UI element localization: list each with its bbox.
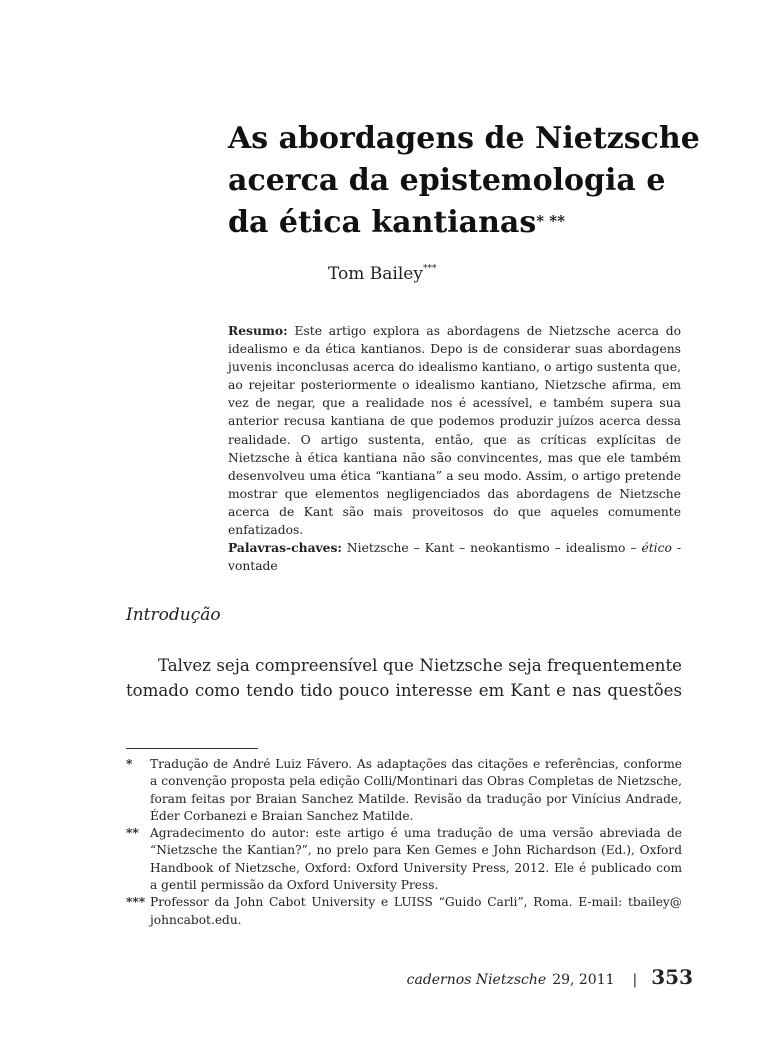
page-number: 353 [651, 965, 693, 989]
author [328, 264, 436, 284]
title-line-3 [228, 202, 698, 244]
footnote-text: Professor da John Cabot University e LUISS “Guido Carli”, Roma. E-mail: tbailey@ johncabot.edu. [150, 895, 682, 927]
author-name: Tom Bailey [328, 264, 423, 284]
section-heading: Introdução [126, 605, 221, 625]
journal-issue: 29, 2011 [552, 972, 615, 988]
footnote-item [126, 825, 682, 894]
author-footnote-mark: *** [422, 264, 437, 274]
keywords-end: - vontade [228, 541, 681, 574]
footnote-mark: ** [126, 826, 139, 841]
footnote-mark: *** [126, 895, 146, 910]
title-line-2: acerca da epistemologia e [228, 163, 666, 198]
page-footer [407, 965, 693, 989]
keywords-label: Palavras-chaves: [228, 540, 342, 556]
body-line-1: Talvez seja compreensível que Nietzsche seja frequentemente [158, 656, 682, 675]
abstract-body [228, 322, 681, 539]
footnote-mark: * [126, 757, 133, 771]
footnotes [126, 756, 682, 929]
title-footnote-marks: * ** [536, 212, 565, 230]
footnote-text: Agradecimento do autor: este artigo é uma tradução de uma versão abreviada de “Nietzsche the Kantian?”, no prelo para Ken Gemes e John Richardson (Ed.), Oxford Handbook of Nietzsche, Oxford: Oxford University Press, 2012. Ele é publicado com a gentil permissão da Oxford University Press. [150, 826, 682, 893]
body-line-2: tomado como tendo tido pouco interesse em Kant e nas questões [126, 681, 682, 700]
footnote-item [126, 756, 682, 825]
title-line-1: As abordagens de Nietzsche [228, 121, 700, 156]
keywords-text: Nietzsche – Kant – neokantismo – idealismo – [346, 541, 637, 556]
keywords-emphasis: ético [641, 541, 672, 556]
abstract [228, 322, 681, 575]
title-line-3-text: da ética kantianas [228, 205, 537, 240]
body-paragraph [126, 653, 682, 703]
footnote-item [126, 894, 682, 929]
keywords [228, 539, 681, 575]
footer-separator: | [632, 972, 638, 988]
footnote-text: Tradução de André Luiz Fávero. As adaptações das citações e referências, conforme a convenção proposta pela edição Colli/Montinari das Obras Completas de Nietzsche, foram feitas por Braian Sanchez Matilde. Revisão da tradução por Vinícius Andrade, Éder Corbanezi e Braian Sanchez Matilde. [150, 757, 682, 823]
article-title [228, 118, 698, 244]
journal-name: cadernos Nietzsche [406, 972, 547, 988]
abstract-text: Este artigo explora as abordagens de Nietzsche acerca do idealismo e da ética kantianos. Depo is de considerar suas abordagens juvenis inconclusas acerca do idealismo kantiano, o artigo sustenta que, ao rejeitar posteriormente o idealismo kantiano, Nietzsche afirma, em vez de negar, que a realidade nos é acessível, e também supera sua anterior recusa kantiana de que podemos produzir juízos acerca dessa realidade. O artigo sustenta, então, que as críticas explícitas de Nietzsche à ética kantiana não são convincentes, mas que ele também desenvolveu uma ética “kantiana” a seu modo. Assim, o artigo pretende mostrar que elementos negligenciados das abordagens de Nietzsche acerca de Kant são mais proveitosos do que aqueles comumente enfatizados. [228, 324, 681, 538]
abstract-label: Resumo: [228, 323, 288, 338]
footnote-divider [126, 748, 258, 749]
